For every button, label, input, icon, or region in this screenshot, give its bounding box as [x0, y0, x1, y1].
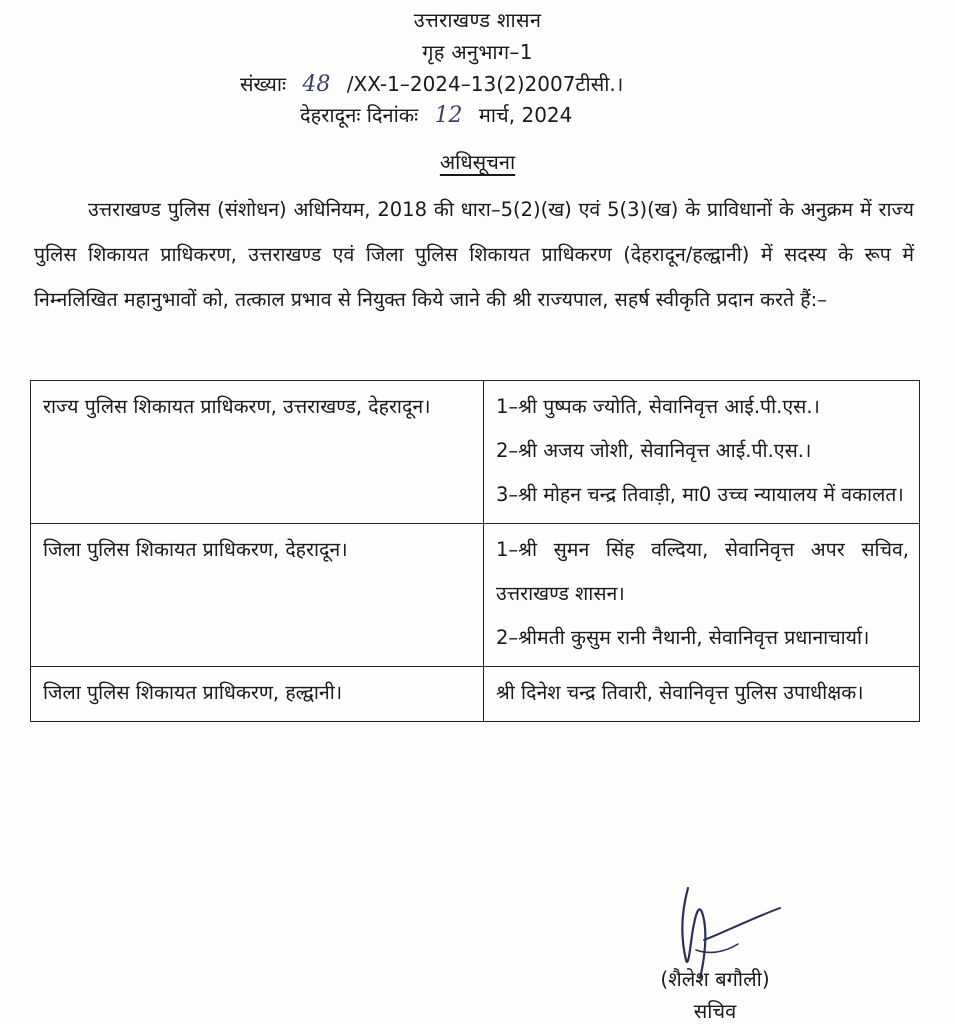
notification-body-text: उत्तराखण्ड पुलिस (संशोधन) अधिनियम, 2018 की धारा–5(2)(ख) एवं 5(3)(ख) के प्राविधानों के अनुक्रम में राज्य पुलिस शिकायत प्राधिकरण, उत्तराखण्ड एवं जिला पुलिस शिकायत प्राधिकरण (देहरादून/हल्द्वानी) में सदस्य के रूप में निम्नलिखित महानुभावों को, तत्काल प्रभाव से नियुक्त किये जाने की श्री राज्यपाल, सहर्ष स्वीकृति प्रदान करते हैं:–	[34, 198, 914, 311]
reference-code: /XX-1–2024–13(2)2007टीसी.।	[346, 72, 624, 96]
document-title-wrap	[0, 148, 955, 175]
member-entry: 1–श्री पुष्पक ज्योति, सेवानिवृत्त आई.पी.एस.।	[496, 395, 820, 418]
members-cell	[484, 667, 920, 722]
signatory-name: (शैलेश बगौली)	[660, 967, 770, 991]
reference-label: संख्याः	[240, 72, 287, 96]
signatory-designation: सचिव	[693, 999, 737, 1023]
member-entry: 1–श्री सुमन सिंह वल्दिया, सेवानिवृत्त अपर सचिव, उत्तराखण्ड शासन।	[496, 538, 909, 605]
reference-handwritten-number: 48	[302, 72, 331, 97]
table-row	[31, 381, 920, 524]
appointments-table	[30, 380, 920, 722]
authority-cell: जिला पुलिस शिकायत प्राधिकरण, देहरादून।	[31, 524, 484, 667]
notification-body	[34, 187, 914, 322]
authority-cell: जिला पुलिस शिकायत प्राधिकरण, हल्द्वानी।	[31, 667, 484, 722]
table-row	[31, 524, 920, 667]
member-entry: 2–श्री अजय जोशी, सेवानिवृत्त आई.पी.एस.।	[496, 439, 812, 462]
members-cell	[484, 524, 920, 667]
reference-number	[240, 70, 623, 97]
member-entry: 2–श्रीमती कुसुम रानी नैथानी, सेवानिवृत्त प्रधानाचार्या।	[496, 626, 870, 649]
table-row	[31, 667, 920, 722]
member-entry: श्री दिनेश चन्द्र तिवारी, सेवानिवृत्त पुलिस उपाधीक्षक।	[496, 681, 864, 704]
authority-cell: राज्य पुलिस शिकायत प्राधिकरण, उत्तराखण्ड, देहरादून।	[31, 381, 484, 524]
date-handwritten-day: 12	[434, 103, 463, 128]
date-label: देहरादूनः दिनांकः	[300, 103, 419, 127]
member-entry: 3–श्री मोहन चन्द्र तिवाड़ी, मा0 उच्च न्यायालय में वकालत।	[496, 483, 904, 506]
document-title: अधिसूचना	[439, 150, 516, 174]
government-name: उत्तराखण्ड शासन	[413, 8, 542, 32]
date-month-year: मार्च, 2024	[478, 103, 573, 127]
issue-date	[300, 101, 572, 128]
department-name: गृह अनुभाग–1	[422, 40, 533, 64]
members-cell	[484, 381, 920, 524]
